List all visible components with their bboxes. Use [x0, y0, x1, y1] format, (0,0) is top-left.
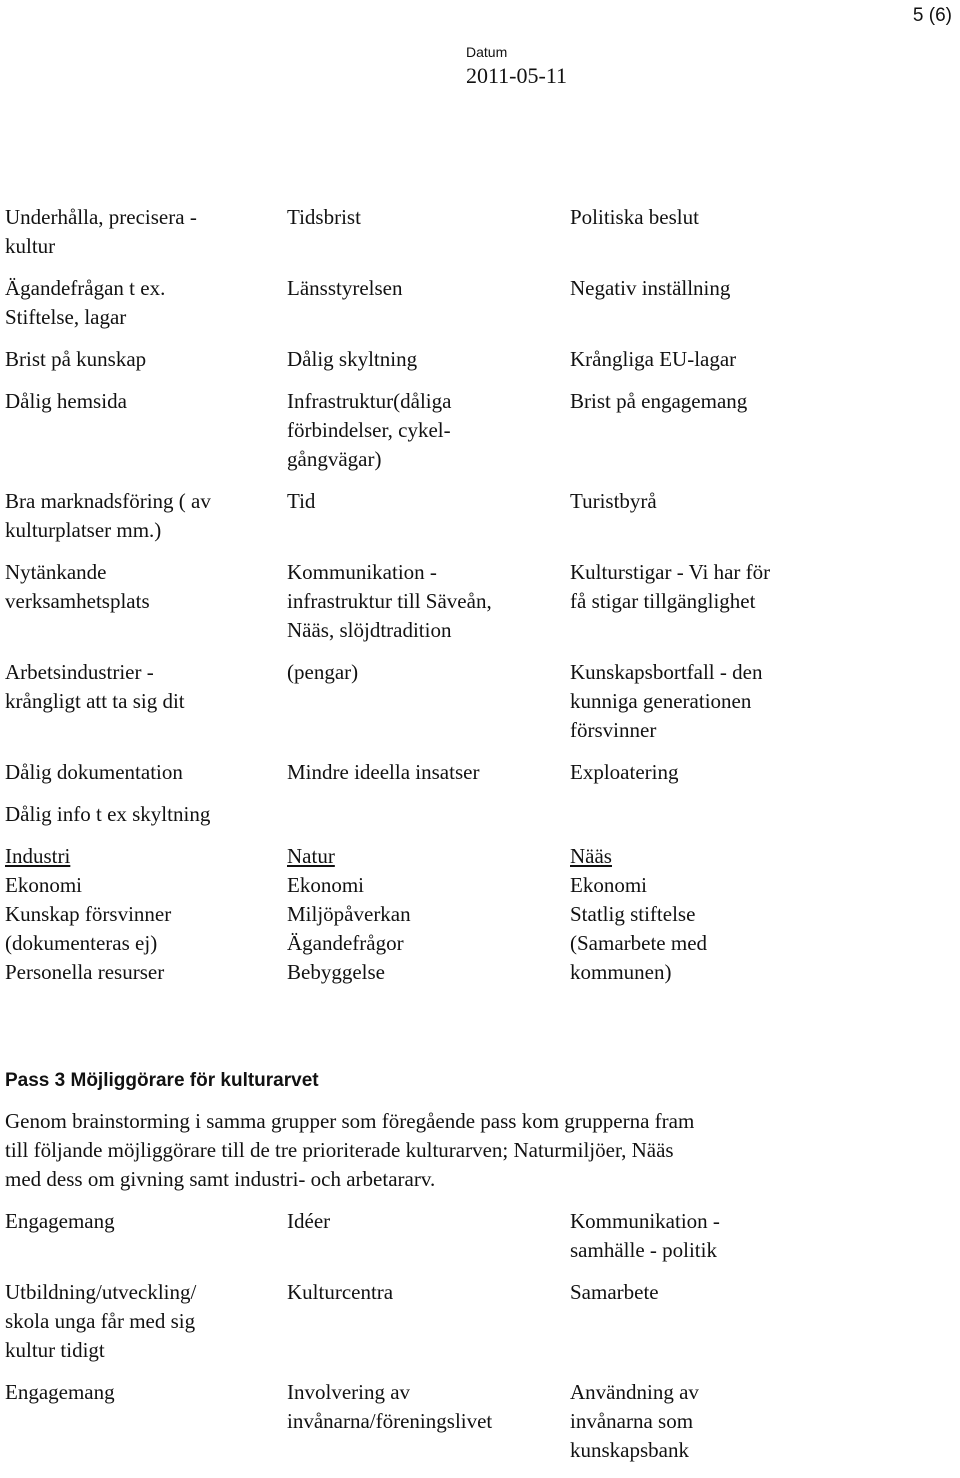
- cell-line: gångvägar): [287, 447, 382, 471]
- cell-line: Bra marknadsföring ( av: [5, 489, 211, 513]
- table-cell: [287, 487, 570, 516]
- cell-line: krångligt att ta sig dit: [5, 689, 185, 713]
- table-row: [5, 758, 945, 787]
- date-value: 2011-05-11: [466, 63, 568, 88]
- category-title: Industri: [5, 844, 71, 868]
- table-cell: [570, 203, 940, 232]
- cell-line: Länsstyrelsen: [287, 276, 403, 300]
- cell-line: Användning av: [570, 1380, 699, 1404]
- cell-line: infrastruktur till Säveån,: [287, 589, 492, 613]
- table-cell: [5, 800, 287, 829]
- table-cell: [5, 203, 287, 261]
- category-item: Personella resurser: [5, 960, 165, 984]
- category-natur: [287, 842, 570, 987]
- cell-line: Kommunikation -: [570, 1209, 720, 1233]
- cell-line: Involvering av: [287, 1380, 411, 1404]
- cell-line: kunniga generationen: [570, 689, 752, 713]
- cell-line: Exploatering: [570, 760, 679, 784]
- table-cell: [287, 345, 570, 374]
- category-item: Ekonomi: [570, 873, 647, 897]
- cell-line: Brist på kunskap: [5, 347, 147, 371]
- date-label: Datum: [466, 44, 508, 60]
- cell-line: Tidsbrist: [287, 205, 361, 229]
- table-cell: [287, 1207, 570, 1236]
- table-cell: [570, 1378, 940, 1465]
- cell-line: Underhålla, precisera -: [5, 205, 197, 229]
- cell-line: Samarbete: [570, 1280, 659, 1304]
- cell-line: kulturplatser mm.): [5, 518, 162, 542]
- table-cell: [570, 387, 940, 416]
- cell-line: Kunskapsbortfall - den: [570, 660, 763, 684]
- table-row: [5, 658, 945, 745]
- cell-line: Negativ inställning: [570, 276, 731, 300]
- cell-line: förbindelser, cykel-: [287, 418, 451, 442]
- table-cell: [5, 1278, 287, 1365]
- cell-line: Idéer: [287, 1209, 331, 1233]
- table-cell: [287, 558, 570, 645]
- table-row: [5, 800, 945, 829]
- table-cell: [570, 345, 940, 374]
- section-paragraph: [5, 1107, 950, 1194]
- cell-line: Krångliga EU-lagar: [570, 347, 737, 371]
- table-cell: [287, 658, 570, 687]
- cell-line: invånarna/föreningslivet: [287, 1409, 493, 1433]
- category-item: Miljöpåverkan: [287, 902, 411, 926]
- table-row: [5, 1278, 945, 1365]
- cell-line: samhälle - politik: [570, 1238, 717, 1262]
- table-cell: [570, 558, 940, 616]
- table-row: [5, 387, 945, 474]
- table-cell: [5, 487, 287, 545]
- category-item: Bebyggelse: [287, 960, 385, 984]
- table-row: [5, 203, 945, 261]
- table-cell: [5, 274, 287, 332]
- cell-line: verksamhetsplats: [5, 589, 150, 613]
- table-row: [5, 345, 945, 374]
- cell-line: Kulturstigar - Vi har för: [570, 560, 771, 584]
- table-row: [5, 558, 945, 645]
- enablers-table: [5, 1207, 945, 1478]
- table-cell: [570, 1207, 940, 1265]
- table-cell: [5, 658, 287, 716]
- table-cell: [5, 558, 287, 616]
- cell-line: Dålig hemsida: [5, 389, 127, 413]
- category-item: Ägandefrågor: [287, 931, 404, 955]
- category-table: [5, 842, 945, 987]
- category-item: Statlig stiftelse: [570, 902, 696, 926]
- cell-line: Tid: [287, 489, 316, 513]
- cell-line: Kulturcentra: [287, 1280, 394, 1304]
- cell-line: Mindre ideella insatser: [287, 760, 480, 784]
- table-cell: [5, 758, 287, 787]
- table-cell: [570, 658, 940, 745]
- cell-line: Ägandefrågan t ex.: [5, 276, 166, 300]
- cell-line: Utbildning/utveckling/: [5, 1280, 197, 1304]
- category-title: Natur: [287, 844, 335, 868]
- paragraph-line: till följande möjliggörare till de tre prioriterade kulturarven; Naturmiljöer, Nääs: [5, 1138, 674, 1162]
- cell-line: Nääs, slöjdtradition: [287, 618, 452, 642]
- cell-line: få stigar tillgänglighet: [570, 589, 756, 613]
- cell-line: kultur: [5, 234, 56, 258]
- table-cell: [287, 758, 570, 787]
- category-naas: [570, 842, 940, 987]
- table-row: [5, 487, 945, 545]
- cell-line: Dålig dokumentation: [5, 760, 183, 784]
- cell-line: Engagemang: [5, 1380, 115, 1404]
- cell-line: Turistbyrå: [570, 489, 657, 513]
- category-title: Nääs: [570, 844, 612, 868]
- category-item: Ekonomi: [287, 873, 364, 897]
- cell-line: (pengar): [287, 660, 359, 684]
- cell-line: Nytänkande: [5, 560, 107, 584]
- category-industri: [5, 842, 287, 987]
- cell-line: kultur tidigt: [5, 1338, 105, 1362]
- cell-line: Kommunikation -: [287, 560, 437, 584]
- category-item: (Samarbete med: [570, 931, 708, 955]
- table-cell: [5, 1378, 287, 1407]
- cell-line: skola unga får med sig: [5, 1309, 196, 1333]
- cell-line: kunskapsbank: [570, 1438, 689, 1462]
- cell-line: försvinner: [570, 718, 657, 742]
- table-cell: [570, 1278, 940, 1307]
- paragraph-line: med dess om givning samt industri- och arbetararv.: [5, 1167, 436, 1191]
- cell-line: Brist på engagemang: [570, 389, 748, 413]
- page-number: 5 (6): [912, 5, 952, 26]
- cell-line: Infrastruktur(dåliga: [287, 389, 452, 413]
- category-item: Ekonomi: [5, 873, 82, 897]
- category-item: (dokumenteras ej): [5, 931, 158, 955]
- obstacles-table: [5, 203, 945, 842]
- table-row: [5, 1207, 945, 1265]
- section-heading: Pass 3 Möjliggörare för kulturarvet: [5, 1070, 319, 1091]
- table-cell: [287, 1378, 570, 1436]
- category-item: kommunen): [570, 960, 672, 984]
- cell-line: Engagemang: [5, 1209, 115, 1233]
- cell-line: invånarna som: [570, 1409, 694, 1433]
- table-cell: [570, 274, 940, 303]
- table-cell: [287, 203, 570, 232]
- table-cell: [5, 345, 287, 374]
- paragraph-line: Genom brainstorming i samma grupper som föregående pass kom grupperna fram: [5, 1109, 695, 1133]
- cell-line: Stiftelse, lagar: [5, 305, 127, 329]
- table-cell: [287, 1278, 570, 1307]
- category-item: Kunskap försvinner: [5, 902, 172, 926]
- table-cell: [570, 487, 940, 516]
- table-row: [5, 1378, 945, 1465]
- cell-line: Dålig info t ex skyltning: [5, 802, 211, 826]
- table-row: [5, 274, 945, 332]
- table-cell: [287, 274, 570, 303]
- cell-line: Politiska beslut: [570, 205, 699, 229]
- table-cell: [287, 387, 570, 474]
- table-cell: [5, 1207, 287, 1236]
- cell-line: Dålig skyltning: [287, 347, 418, 371]
- table-cell: [570, 758, 940, 787]
- cell-line: Arbetsindustrier -: [5, 660, 154, 684]
- category-row: [5, 842, 945, 987]
- table-cell: [5, 387, 287, 416]
